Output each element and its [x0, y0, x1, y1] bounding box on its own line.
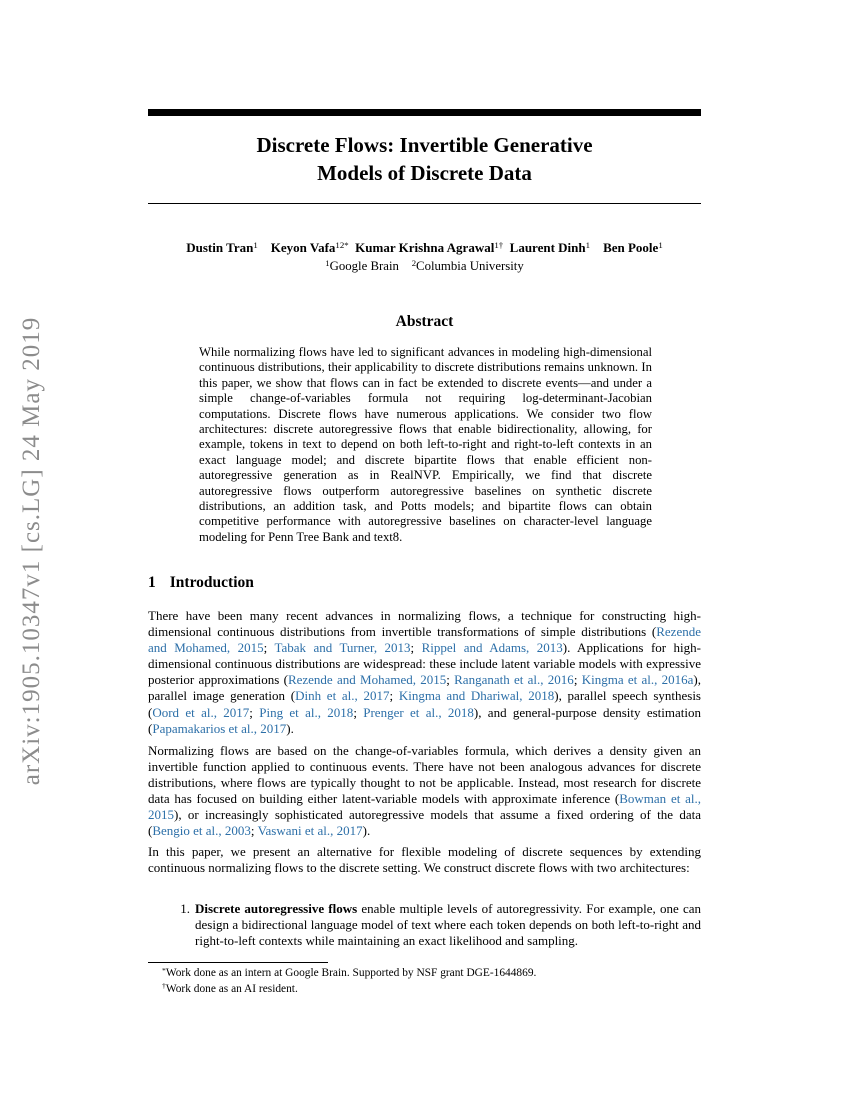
text-segment: Normalizing flows are based on the change-of-variables formula, which derives a density given an invertible function applied to continuous events. There have not been analogous advances for discrete distributions, where flows are typically thought to not be applicable. Instead, most research for discrete data has focused on building either latent-variable models with approximate inference (: [148, 743, 701, 807]
text-segment: ;: [263, 640, 275, 656]
citation-link[interactable]: Rezende and Mohamed, 2015: [148, 624, 701, 656]
intro-paragraph-1: [148, 608, 701, 737]
text-segment: [590, 240, 603, 255]
text-segment: ), or increasingly sophisticated autoregressive models that assume a fixed ordering of the data (: [148, 807, 701, 839]
intro-paragraph-3: [148, 844, 701, 876]
text-segment: ).: [362, 823, 371, 839]
text-segment: ;: [249, 704, 260, 720]
citation-link[interactable]: Kingma et al., 2016a: [581, 672, 694, 688]
superscript-marker: 1: [253, 240, 258, 251]
intro-paragraph-2: [148, 743, 701, 840]
footnote-1: [148, 966, 701, 982]
paper-title: [148, 131, 701, 187]
text-segment: Work done as an AI resident.: [165, 982, 298, 995]
bold-text: Dustin Tran: [186, 240, 254, 255]
text-segment: ;: [250, 823, 258, 839]
abstract-text: While normalizing flows have led to significant advances in modeling high-dimensional continuous distributions, their applicability to discrete distributions remains unknown. In this paper, we show that flows can in fact be extended to discrete events—and under a simple change-of-variables formula not requiring log-determinant-Jacobian computations. Discrete flows have numerous applications. We consider two flow architectures: discrete autoregressive flows that enable bidirectionality, allowing, for example, tokens in text to depend on both left-to-right and right-to-left contexts in an exact language model; and discrete bipartite flows that enable efficient non-autoregressive generation as in RealNVP. Empirically, we find that discrete autoregressive flows outperform autoregressive baselines on synthetic discrete distributions, an addition task, and Potts models; and bipartite flows can obtain competitive performance with autoregressive baselines on character-level language modeling for Penn Tree Bank and text8.: [199, 345, 652, 544]
citation-link[interactable]: Papamakarios et al., 2017: [152, 720, 287, 736]
citation-link[interactable]: Prenger et al., 2018: [363, 704, 474, 720]
bold-text: Discrete autoregressive flows: [195, 901, 358, 916]
title-rule-thin: [148, 203, 701, 204]
citation-link[interactable]: Tabak and Turner, 2013: [274, 640, 411, 656]
bold-text: Kumar Krishna Agrawal: [355, 240, 495, 255]
text-segment: ). Applications for high-dimensional continuous distributions are widespread: these include latent variable models with expressive posterior approximations (: [148, 640, 701, 688]
text-segment: enable multiple levels of autoregressivity. For example, one can design a bidirectional language model of text where each token depends on both left-to-right and right-to-left contexts while maintaining an exact likelihood and sampling.: [195, 901, 702, 949]
title-rule-thick: [148, 109, 701, 116]
text-segment: There have been many recent advances in normalizing flows, a technique for constructing high-dimensional continuous distributions from invertible transformations of simple distributions (: [148, 608, 701, 640]
affiliation-list: [148, 258, 701, 276]
text-segment: ;: [573, 672, 582, 688]
list-item-text: [195, 901, 701, 949]
author-list: [148, 240, 701, 258]
paper-title-line1: Discrete Flows: Invertible Generative: [256, 133, 593, 157]
text-segment: Work done as an intern at Google Brain. Supported by NSF grant DGE-1644869.: [165, 967, 537, 979]
superscript-marker: *: [162, 965, 166, 975]
list-item-number: 1.: [180, 901, 190, 916]
citation-link[interactable]: Vaswani et al., 2017: [257, 823, 363, 839]
bold-text: Laurent Dinh: [509, 240, 586, 255]
superscript-marker: 1: [585, 240, 591, 251]
superscript-marker: 2: [411, 257, 417, 268]
citation-link[interactable]: Kingma and Dhariwal, 2018: [398, 688, 555, 704]
citation-link[interactable]: Bengio et al., 2003: [152, 823, 251, 839]
section-title: Introduction: [169, 574, 254, 591]
footnotes: [148, 966, 701, 998]
footnote-2: [148, 982, 701, 998]
superscript-marker: †: [162, 981, 166, 991]
abstract-heading: Abstract: [395, 313, 454, 330]
superscript-marker: 1†: [494, 240, 504, 251]
superscript-marker: 1: [658, 240, 663, 251]
footnote-rule: [148, 962, 328, 963]
text-segment: ;: [410, 640, 422, 656]
bold-text: Keyon Vafa: [270, 240, 336, 255]
section-number: 1: [148, 574, 156, 591]
superscript-marker: 12*: [335, 240, 349, 251]
byline: [148, 240, 701, 275]
text-segment: Columbia University: [416, 258, 524, 273]
citation-link[interactable]: Ping et al., 2018: [259, 704, 354, 720]
citation-link[interactable]: Dinh et al., 2017: [295, 688, 390, 704]
citation-link[interactable]: Bowman et al., 2015: [148, 791, 701, 823]
citation-link[interactable]: Rippel and Adams, 2013: [421, 640, 563, 656]
text-segment: ), parallel speech synthesis (: [148, 688, 701, 720]
text-segment: [258, 240, 271, 255]
paper-title-line2: Models of Discrete Data: [317, 161, 532, 185]
citation-link[interactable]: Ranganath et al., 2016: [454, 672, 574, 688]
text-segment: ;: [446, 672, 455, 688]
text-segment: ;: [353, 704, 364, 720]
text-segment: ;: [389, 688, 399, 704]
superscript-marker: 1: [325, 257, 330, 268]
text-segment: ).: [286, 720, 294, 736]
section-heading-introduction: [148, 574, 701, 592]
text-segment: Google Brain: [329, 258, 412, 273]
numbered-list-item: [148, 901, 701, 949]
text-segment: ), parallel image generation (: [148, 672, 702, 704]
text-segment: In this paper, we present an alternative for flexible modeling of discrete sequences by extending continuous normalizing flows to the discrete setting. We construct discrete flows with two architectures:: [148, 844, 701, 876]
bold-text: Ben Poole: [603, 240, 659, 255]
citation-link[interactable]: Oord et al., 2017: [152, 704, 250, 720]
text-segment: ), and general-purpose density estimation (: [148, 704, 701, 736]
citation-link[interactable]: Rezende and Mohamed, 2015: [287, 672, 447, 688]
arxiv-watermark: arXiv:1905.10347v1 [cs.LG] 24 May 2019: [18, 316, 45, 786]
